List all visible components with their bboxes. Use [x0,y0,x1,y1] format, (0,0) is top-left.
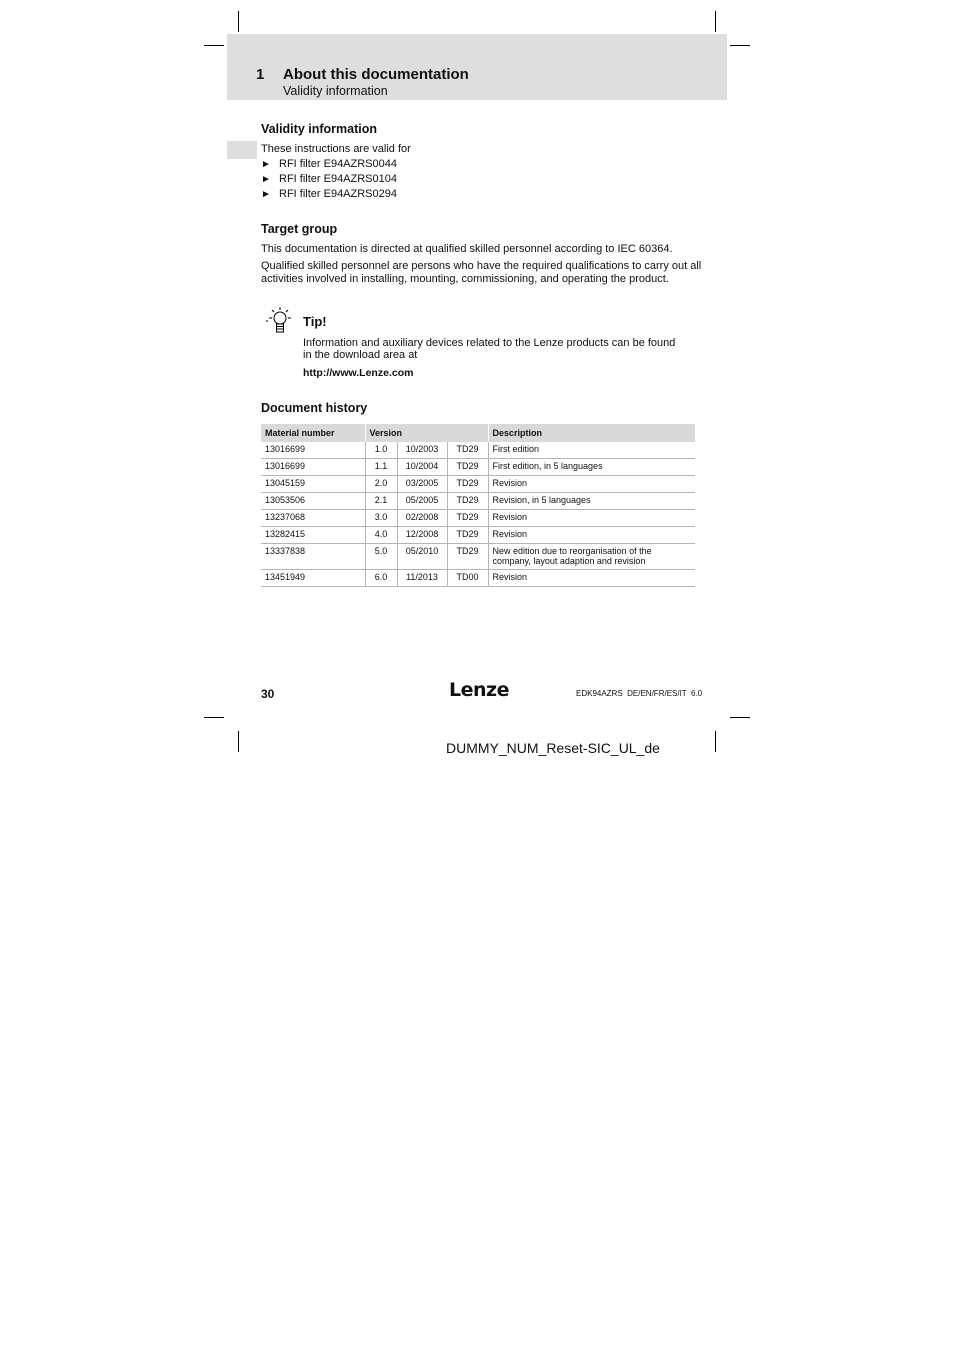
cell-version: 4.0 [365,527,397,544]
section-subtitle: Validity information [283,84,388,98]
cell-version: 6.0 [365,570,397,587]
cell-material: 13337838 [261,544,365,570]
lenze-logo: Lenze [449,679,509,701]
cell-code: TD29 [447,544,488,570]
cell-description: First edition [488,442,695,459]
validity-intro: These instructions are valid for [261,143,411,155]
cell-description: Revision [488,527,695,544]
target-group-para2-line2: activities involved in installing, mounting, commissioning, and operating the product. [261,273,669,285]
chapter-number: 1 [256,66,265,83]
tip-line2: in the download area at [303,349,418,361]
crop-mark [238,731,239,752]
cell-material: 13053506 [261,493,365,510]
col-material: Material number [261,424,365,442]
document-reference: EDK94AZRS DE/EN/FR/ES/IT 6.0 [576,689,703,698]
cell-description-line1: New edition due to reorganisation of the [492,546,652,556]
tip-title: Tip! [303,314,327,329]
history-heading: Document history [261,401,368,415]
col-version: Version [365,424,488,442]
crop-mark [204,45,224,46]
crop-mark [238,11,239,32]
cell-date: 11/2013 [397,570,447,587]
lenze-link[interactable]: http://www.Lenze.com [303,367,414,379]
table-header-row [261,424,695,442]
table-row [261,476,695,493]
chapter-title: About this documentation [283,66,469,83]
list-item: ► RFI filter E94AZRS0104 [261,173,397,185]
cell-version: 2.1 [365,493,397,510]
col-description: Description [488,424,695,442]
cell-date: 05/2010 [397,544,447,570]
cell-description: Revision [488,476,695,493]
cell-description: First edition, in 5 languages [488,459,695,476]
cell-code: TD29 [447,493,488,510]
crop-mark [204,717,224,718]
bullet-arrow-icon: ► [261,159,271,170]
crop-mark [715,11,716,32]
cell-description-line2: company, layout adaption and revision [492,556,646,566]
page-number: 30 [261,687,275,701]
cell-material: 13045159 [261,476,365,493]
table-row [261,510,695,527]
cell-code: TD29 [447,510,488,527]
table-row [261,544,695,570]
validity-heading: Validity information [261,122,377,136]
cell-material: 13016699 [261,459,365,476]
table-row [261,493,695,510]
cell-code: TD29 [447,527,488,544]
cell-date: 10/2003 [397,442,447,459]
history-table [261,424,695,587]
cell-version: 3.0 [365,510,397,527]
target-group-para1: This documentation is directed at qualified skilled personnel according to IEC 60364. [261,243,673,255]
cell-date: 03/2005 [397,476,447,493]
list-item: ► RFI filter E94AZRS0294 [261,188,397,200]
table-row [261,527,695,544]
cell-code: TD00 [447,570,488,587]
crop-mark [730,717,750,718]
cell-description: Revision, in 5 languages [488,493,695,510]
target-group-para2-line1: Qualified skilled personnel are persons who have the required qualifications to carry out all [261,260,702,272]
cell-description: Revision [488,570,695,587]
cell-version: 2.0 [365,476,397,493]
target-group-heading: Target group [261,222,338,236]
cell-description: Revision [488,510,695,527]
tip-line1: Information and auxiliary devices related to the Lenze products can be found [303,337,676,349]
cell-material: 13451949 [261,570,365,587]
validity-list [261,157,397,202]
cell-version: 5.0 [365,544,397,570]
cell-date: 12/2008 [397,527,447,544]
dummy-label: DUMMY_NUM_Reset-SIC_UL_de [446,740,660,756]
cell-description [488,544,695,570]
bullet-arrow-icon: ► [261,174,271,185]
table-row [261,570,695,587]
cell-date: 02/2008 [397,510,447,527]
crop-mark [715,731,716,752]
table-row [261,459,695,476]
cell-version: 1.0 [365,442,397,459]
cell-date: 05/2005 [397,493,447,510]
side-tab [227,141,257,159]
cell-code: TD29 [447,459,488,476]
list-item: ► RFI filter E94AZRS0044 [261,158,397,170]
crop-mark [730,45,750,46]
cell-code: TD29 [447,476,488,493]
cell-material: 13016699 [261,442,365,459]
cell-material: 13237068 [261,510,365,527]
cell-material: 13282415 [261,527,365,544]
table-row [261,442,695,459]
cell-code: TD29 [447,442,488,459]
lightbulb-icon [265,306,295,336]
cell-version: 1.1 [365,459,397,476]
bullet-arrow-icon: ► [261,189,271,200]
cell-date: 10/2004 [397,459,447,476]
